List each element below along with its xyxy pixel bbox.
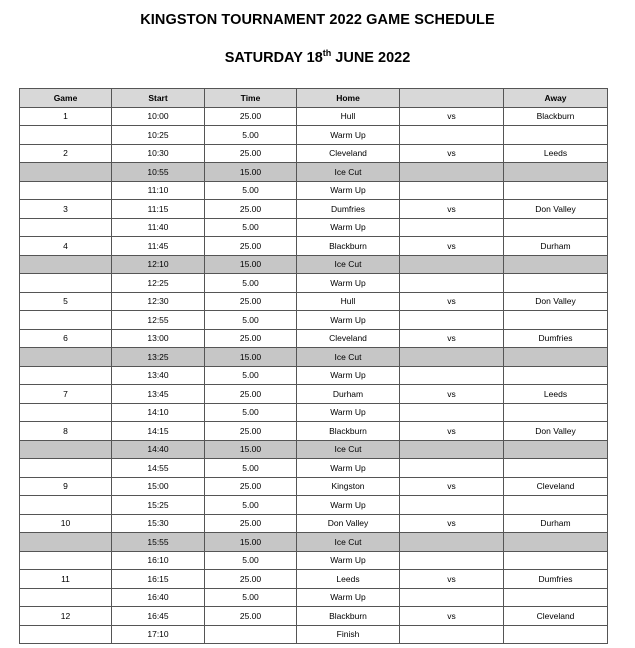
versus-cell [400, 163, 504, 182]
duration-cell: 25.00 [205, 292, 297, 311]
start-time-cell: 12:55 [112, 311, 205, 330]
away-team-cell [504, 255, 608, 274]
warm-up-row [20, 311, 608, 330]
warm-up-row [20, 274, 608, 293]
warm-up-row [20, 403, 608, 422]
away-team-cell: Don Valley [504, 200, 608, 219]
game-number-cell [20, 496, 112, 515]
versus-cell [400, 496, 504, 515]
duration-cell: 25.00 [205, 107, 297, 126]
versus-cell [400, 625, 504, 644]
game-number-cell [20, 181, 112, 200]
home-team-cell: Ice Cut [297, 255, 400, 274]
game-row [20, 385, 608, 404]
game-number-cell: 7 [20, 385, 112, 404]
start-time-cell: 16:15 [112, 570, 205, 589]
duration-cell: 25.00 [205, 607, 297, 626]
home-team-cell: Warm Up [297, 311, 400, 330]
versus-cell: vs [400, 200, 504, 219]
game-number-cell [20, 459, 112, 478]
ice-cut-row [20, 348, 608, 367]
duration-cell: 5.00 [205, 366, 297, 385]
duration-cell: 25.00 [205, 477, 297, 496]
away-team-cell: Don Valley [504, 292, 608, 311]
game-row [20, 607, 608, 626]
game-number-cell [20, 551, 112, 570]
away-team-cell [504, 163, 608, 182]
home-team-cell: Kingston [297, 477, 400, 496]
start-time-cell: 16:10 [112, 551, 205, 570]
home-team-cell: Warm Up [297, 181, 400, 200]
game-number-cell [20, 588, 112, 607]
column-header-game: Game [20, 89, 112, 108]
game-number-cell [20, 126, 112, 145]
away-team-cell: Dumfries [504, 329, 608, 348]
home-team-cell: Leeds [297, 570, 400, 589]
versus-cell [400, 311, 504, 330]
away-team-cell [504, 126, 608, 145]
duration-cell: 5.00 [205, 403, 297, 422]
finish-row [20, 625, 608, 644]
game-row [20, 422, 608, 441]
duration-cell: 15.00 [205, 440, 297, 459]
warm-up-row [20, 551, 608, 570]
game-row [20, 570, 608, 589]
game-row [20, 329, 608, 348]
versus-cell [400, 459, 504, 478]
versus-cell [400, 366, 504, 385]
warm-up-row [20, 181, 608, 200]
home-team-cell: Blackburn [297, 422, 400, 441]
away-team-cell: Durham [504, 514, 608, 533]
schedule-body [20, 107, 608, 644]
game-number-cell [20, 625, 112, 644]
away-team-cell [504, 625, 608, 644]
away-team-cell: Leeds [504, 385, 608, 404]
game-number-cell: 2 [20, 144, 112, 163]
away-team-cell: Leeds [504, 144, 608, 163]
home-team-cell: Dumfries [297, 200, 400, 219]
duration-cell: 5.00 [205, 588, 297, 607]
home-team-cell: Ice Cut [297, 533, 400, 552]
home-team-cell: Warm Up [297, 403, 400, 422]
game-number-cell [20, 255, 112, 274]
away-team-cell: Don Valley [504, 422, 608, 441]
ice-cut-row [20, 163, 608, 182]
home-team-cell: Ice Cut [297, 163, 400, 182]
home-team-cell: Blackburn [297, 607, 400, 626]
ice-cut-row [20, 255, 608, 274]
versus-cell [400, 440, 504, 459]
versus-cell [400, 348, 504, 367]
home-team-cell: Cleveland [297, 329, 400, 348]
start-time-cell: 10:00 [112, 107, 205, 126]
versus-cell: vs [400, 607, 504, 626]
home-team-cell: Warm Up [297, 496, 400, 515]
versus-cell [400, 588, 504, 607]
start-time-cell: 13:00 [112, 329, 205, 348]
duration-cell: 25.00 [205, 422, 297, 441]
game-row [20, 237, 608, 256]
versus-cell [400, 551, 504, 570]
game-number-cell: 1 [20, 107, 112, 126]
away-team-cell [504, 311, 608, 330]
column-header-start: Start [112, 89, 205, 108]
away-team-cell: Blackburn [504, 107, 608, 126]
versus-cell: vs [400, 292, 504, 311]
home-team-cell: Durham [297, 385, 400, 404]
away-team-cell [504, 218, 608, 237]
duration-cell: 25.00 [205, 237, 297, 256]
start-time-cell: 15:25 [112, 496, 205, 515]
game-number-cell: 5 [20, 292, 112, 311]
versus-cell [400, 255, 504, 274]
away-team-cell: Durham [504, 237, 608, 256]
schedule-date [0, 50, 635, 66]
versus-cell [400, 533, 504, 552]
versus-cell: vs [400, 144, 504, 163]
game-number-cell [20, 218, 112, 237]
start-time-cell: 10:30 [112, 144, 205, 163]
start-time-cell: 12:10 [112, 255, 205, 274]
home-team-cell: Finish [297, 625, 400, 644]
game-row [20, 144, 608, 163]
game-number-cell: 9 [20, 477, 112, 496]
versus-cell: vs [400, 107, 504, 126]
warm-up-row [20, 459, 608, 478]
home-team-cell: Warm Up [297, 274, 400, 293]
schedule-title: KINGSTON TOURNAMENT 2022 GAME SCHEDULE [140, 12, 495, 28]
game-row [20, 292, 608, 311]
date-rest: JUNE 2022 [331, 50, 411, 66]
start-time-cell: 15:55 [112, 533, 205, 552]
column-header-away: Away [504, 89, 608, 108]
warm-up-row [20, 496, 608, 515]
versus-cell [400, 181, 504, 200]
start-time-cell: 13:45 [112, 385, 205, 404]
game-number-cell: 11 [20, 570, 112, 589]
duration-cell: 15.00 [205, 255, 297, 274]
game-number-cell [20, 440, 112, 459]
duration-cell: 5.00 [205, 551, 297, 570]
column-header-home: Home [297, 89, 400, 108]
game-number-cell [20, 533, 112, 552]
home-team-cell: Warm Up [297, 588, 400, 607]
game-number-cell: 3 [20, 200, 112, 219]
game-row [20, 477, 608, 496]
start-time-cell: 11:40 [112, 218, 205, 237]
home-team-cell: Blackburn [297, 237, 400, 256]
ice-cut-row [20, 533, 608, 552]
start-time-cell: 17:10 [112, 625, 205, 644]
start-time-cell: 13:40 [112, 366, 205, 385]
warm-up-row [20, 126, 608, 145]
start-time-cell: 14:40 [112, 440, 205, 459]
duration-cell: 15.00 [205, 533, 297, 552]
game-number-cell: 12 [20, 607, 112, 626]
away-team-cell [504, 403, 608, 422]
duration-cell: 25.00 [205, 514, 297, 533]
away-team-cell [504, 348, 608, 367]
duration-cell: 15.00 [205, 348, 297, 367]
home-team-cell: Warm Up [297, 126, 400, 145]
warm-up-row [20, 588, 608, 607]
game-number-cell: 6 [20, 329, 112, 348]
game-number-cell [20, 311, 112, 330]
game-number-cell: 10 [20, 514, 112, 533]
versus-cell: vs [400, 385, 504, 404]
game-number-cell: 4 [20, 237, 112, 256]
duration-cell: 5.00 [205, 459, 297, 478]
start-time-cell: 12:25 [112, 274, 205, 293]
start-time-cell: 10:55 [112, 163, 205, 182]
versus-cell [400, 274, 504, 293]
duration-cell: 5.00 [205, 181, 297, 200]
versus-cell [400, 126, 504, 145]
duration-cell [205, 625, 297, 644]
start-time-cell: 14:55 [112, 459, 205, 478]
duration-cell: 25.00 [205, 144, 297, 163]
start-time-cell: 16:45 [112, 607, 205, 626]
away-team-cell [504, 366, 608, 385]
game-number-cell: 8 [20, 422, 112, 441]
versus-cell: vs [400, 514, 504, 533]
duration-cell: 5.00 [205, 218, 297, 237]
game-number-cell [20, 403, 112, 422]
away-team-cell [504, 181, 608, 200]
home-team-cell: Warm Up [297, 551, 400, 570]
away-team-cell: Cleveland [504, 607, 608, 626]
home-team-cell: Hull [297, 107, 400, 126]
date-day: SATURDAY 18 [224, 50, 323, 66]
date-ordinal-suffix: th [322, 48, 332, 58]
game-row [20, 514, 608, 533]
duration-cell: 5.00 [205, 311, 297, 330]
duration-cell: 5.00 [205, 496, 297, 515]
versus-cell: vs [400, 329, 504, 348]
duration-cell: 25.00 [205, 570, 297, 589]
home-team-cell: Warm Up [297, 218, 400, 237]
game-number-cell [20, 274, 112, 293]
away-team-cell [504, 440, 608, 459]
start-time-cell: 16:40 [112, 588, 205, 607]
home-team-cell: Ice Cut [297, 440, 400, 459]
duration-cell: 15.00 [205, 163, 297, 182]
start-time-cell: 11:15 [112, 200, 205, 219]
start-time-cell: 11:10 [112, 181, 205, 200]
column-header-vs [400, 89, 504, 108]
ice-cut-row [20, 440, 608, 459]
column-header-time: Time [205, 89, 297, 108]
versus-cell: vs [400, 570, 504, 589]
away-team-cell: Cleveland [504, 477, 608, 496]
away-team-cell [504, 274, 608, 293]
schedule-table [19, 88, 608, 644]
away-team-cell [504, 496, 608, 515]
start-time-cell: 14:15 [112, 422, 205, 441]
game-row [20, 200, 608, 219]
versus-cell: vs [400, 237, 504, 256]
home-team-cell: Warm Up [297, 459, 400, 478]
table-header-row [20, 89, 608, 108]
duration-cell: 25.00 [205, 200, 297, 219]
away-team-cell: Dumfries [504, 570, 608, 589]
warm-up-row [20, 366, 608, 385]
start-time-cell: 14:10 [112, 403, 205, 422]
duration-cell: 25.00 [205, 385, 297, 404]
start-time-cell: 11:45 [112, 237, 205, 256]
versus-cell: vs [400, 477, 504, 496]
away-team-cell [504, 551, 608, 570]
start-time-cell: 15:00 [112, 477, 205, 496]
home-team-cell: Don Valley [297, 514, 400, 533]
start-time-cell: 13:25 [112, 348, 205, 367]
away-team-cell [504, 533, 608, 552]
versus-cell [400, 403, 504, 422]
game-number-cell [20, 163, 112, 182]
versus-cell: vs [400, 422, 504, 441]
duration-cell: 5.00 [205, 274, 297, 293]
warm-up-row [20, 218, 608, 237]
start-time-cell: 10:25 [112, 126, 205, 145]
game-number-cell [20, 366, 112, 385]
home-team-cell: Cleveland [297, 144, 400, 163]
duration-cell: 5.00 [205, 126, 297, 145]
home-team-cell: Hull [297, 292, 400, 311]
start-time-cell: 12:30 [112, 292, 205, 311]
game-row [20, 107, 608, 126]
start-time-cell: 15:30 [112, 514, 205, 533]
game-number-cell [20, 348, 112, 367]
versus-cell [400, 218, 504, 237]
home-team-cell: Warm Up [297, 366, 400, 385]
duration-cell: 25.00 [205, 329, 297, 348]
away-team-cell [504, 588, 608, 607]
home-team-cell: Ice Cut [297, 348, 400, 367]
away-team-cell [504, 459, 608, 478]
